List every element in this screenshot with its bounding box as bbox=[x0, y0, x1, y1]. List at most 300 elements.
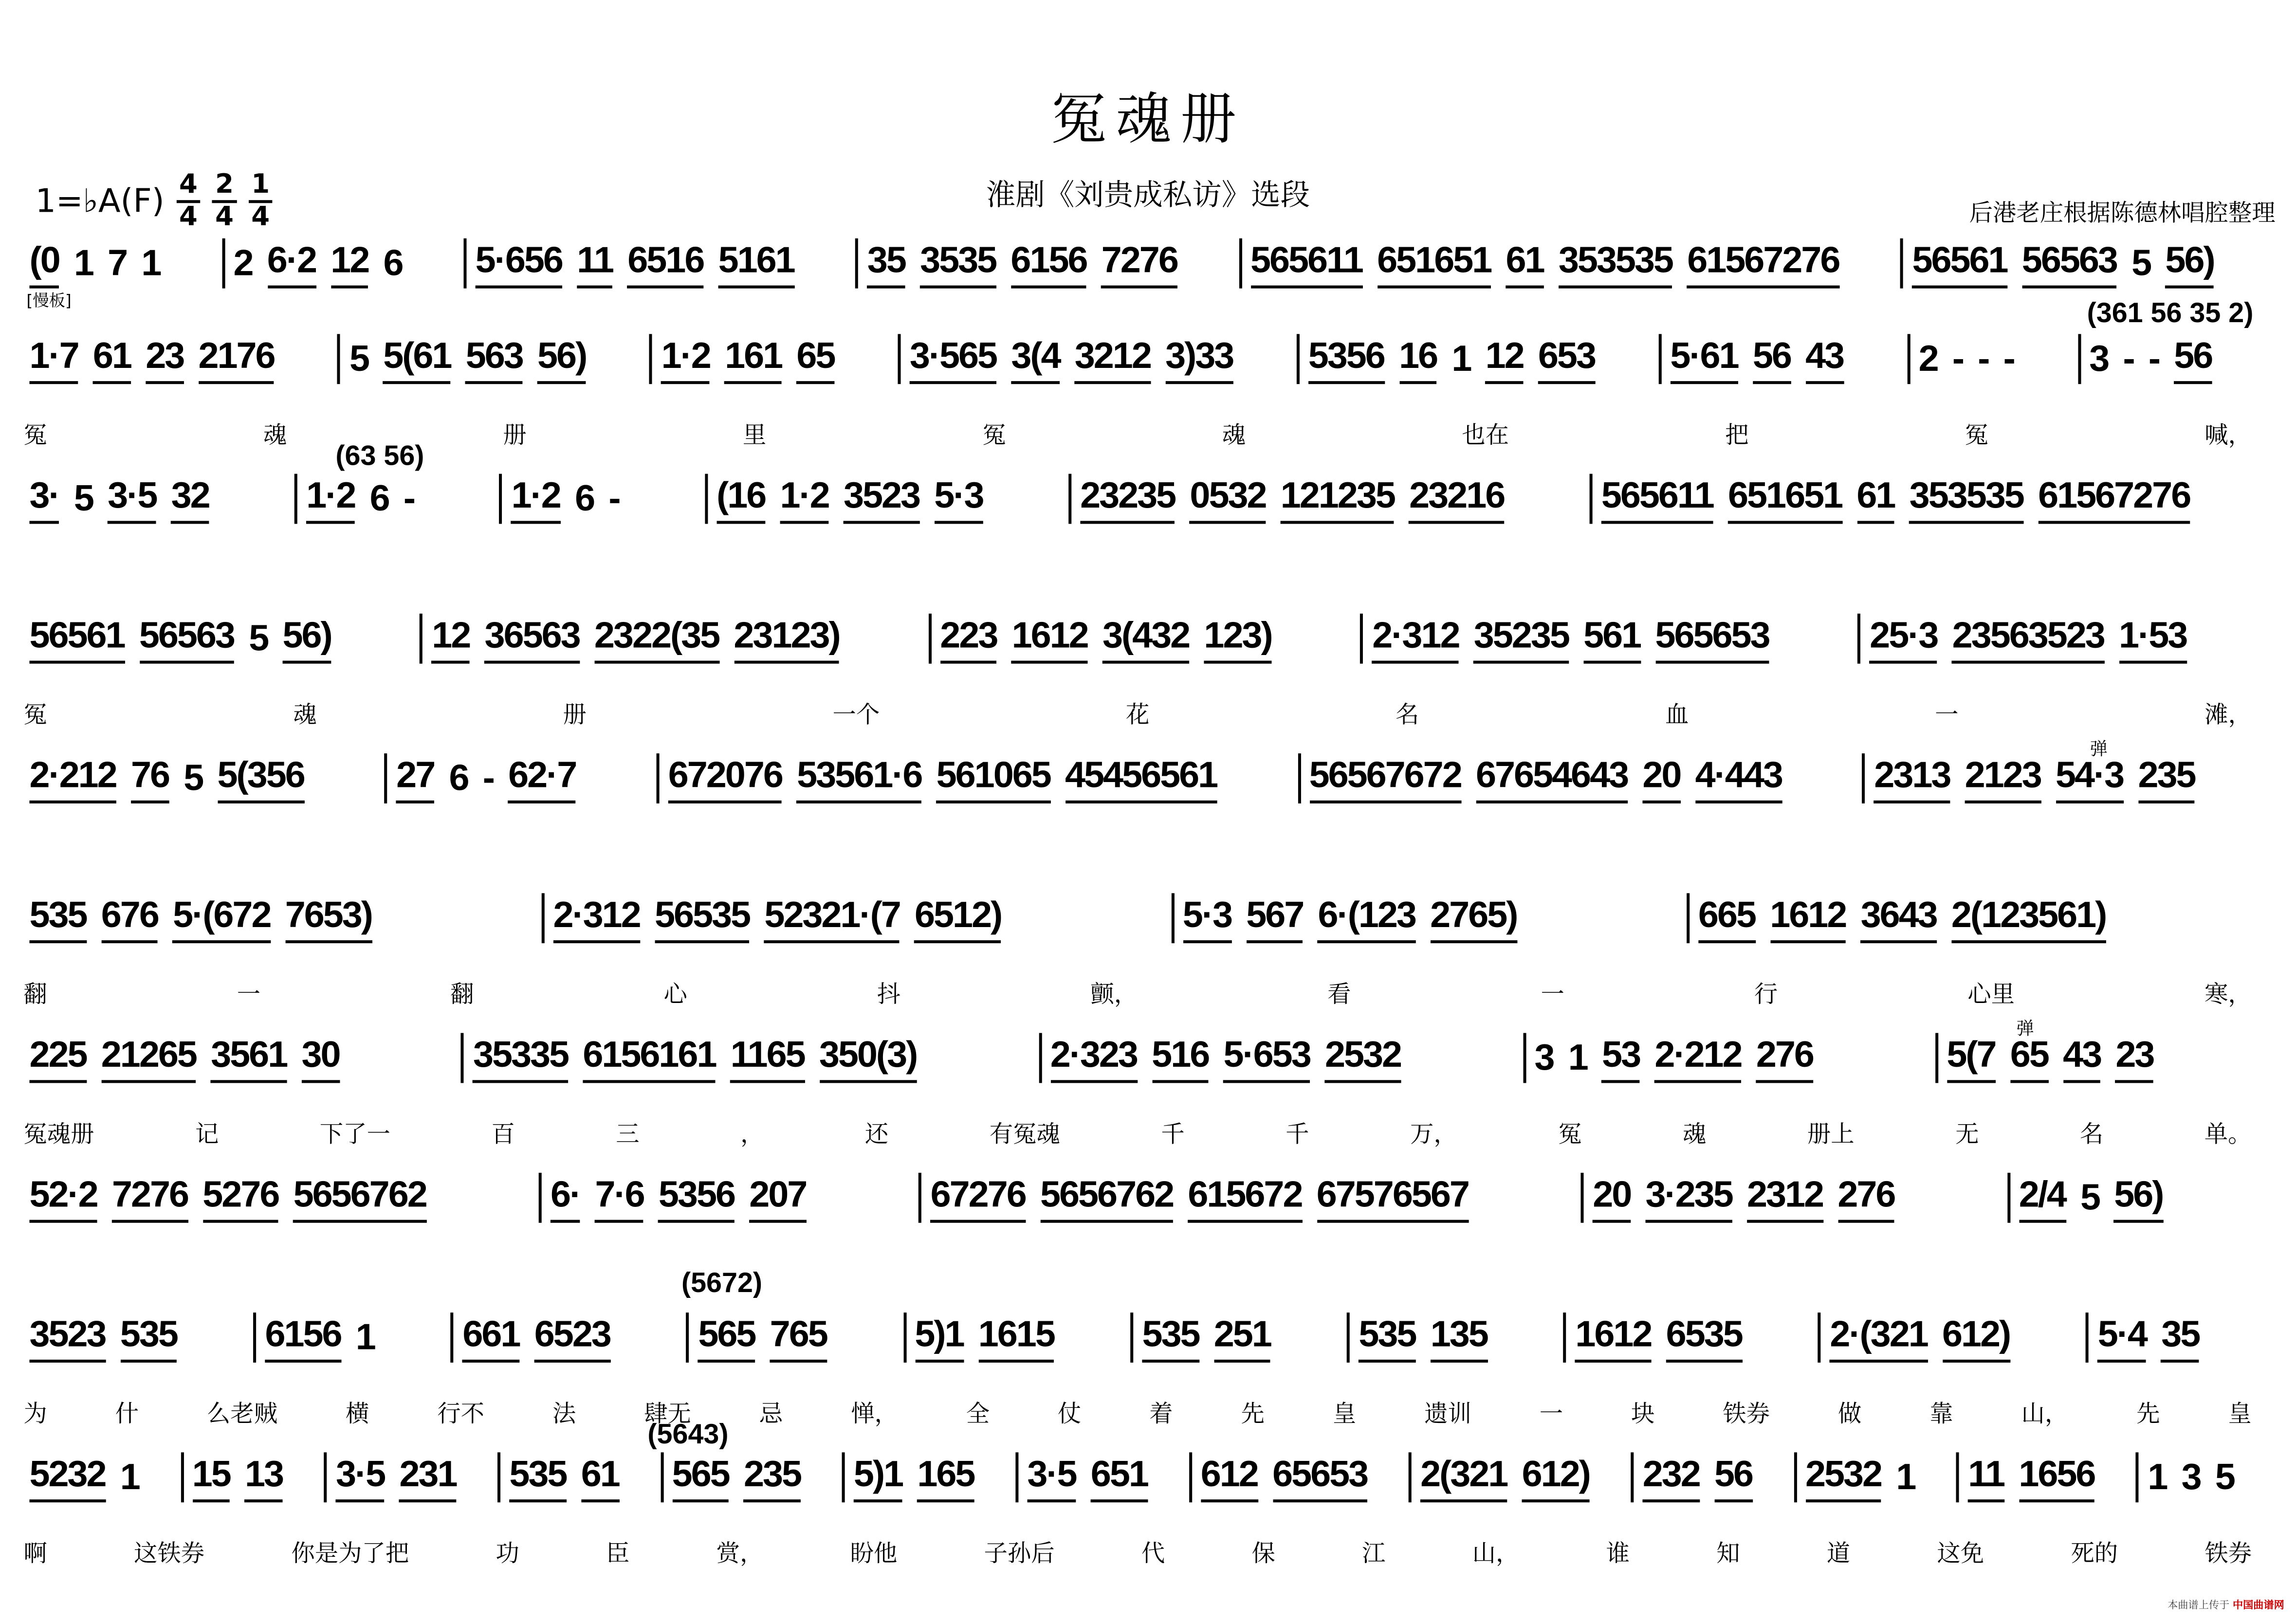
note-group: 535 bbox=[29, 894, 86, 943]
note-group: 350(3) bbox=[819, 1035, 917, 1083]
note-group: 2532 bbox=[1805, 1454, 1881, 1502]
lyric-syllable: 魂 bbox=[1222, 420, 1246, 449]
measure bbox=[1631, 1452, 1794, 1502]
note-group: 23123) bbox=[734, 615, 839, 664]
note-group: 665 bbox=[1698, 894, 1755, 943]
note-group: 6156 bbox=[1010, 240, 1086, 289]
note-group: 61567276 bbox=[2038, 475, 2190, 524]
lyric-syllable: 靠 bbox=[1929, 1399, 1953, 1427]
note-group: - bbox=[403, 478, 415, 520]
note-group: 2313 bbox=[1874, 755, 1950, 803]
lyric-syllable: 还 bbox=[864, 1120, 889, 1148]
ts-den: 4 bbox=[179, 201, 198, 233]
measure bbox=[1297, 753, 1862, 803]
measure bbox=[1347, 1312, 1563, 1363]
note-group: 1 bbox=[141, 242, 161, 284]
staff-row bbox=[20, 1310, 2275, 1363]
lyric-syllable: 铁券 bbox=[2204, 1539, 2252, 1567]
note-group: 61567276 bbox=[1687, 240, 1839, 289]
note-group: 11 bbox=[577, 240, 613, 289]
measure bbox=[221, 238, 463, 289]
note-group: 1165 bbox=[731, 1035, 805, 1083]
measure bbox=[20, 1033, 461, 1083]
note-group: 2765) bbox=[1430, 894, 1517, 943]
measure bbox=[539, 1173, 919, 1223]
measure bbox=[1900, 238, 2275, 289]
note-group: 7653) bbox=[285, 894, 372, 943]
lyric-syllable: 先 bbox=[2136, 1399, 2160, 1427]
note-group: 2(321 bbox=[1420, 1454, 1507, 1502]
measure bbox=[1794, 1452, 1956, 1502]
note-group: 2·(321 bbox=[1830, 1314, 1927, 1363]
note-group: 52321·(7 bbox=[764, 894, 900, 943]
note-group: 1 bbox=[1451, 338, 1471, 380]
lyric-syllable: 块 bbox=[1631, 1399, 1655, 1427]
note-group: 20 bbox=[1593, 1174, 1631, 1223]
lyric-syllable: 这免 bbox=[1937, 1539, 1984, 1567]
note-group: 535 bbox=[120, 1314, 177, 1363]
lyric-syllable: 无 bbox=[1955, 1120, 1979, 1148]
lyric-syllable: 全 bbox=[966, 1399, 990, 1427]
lyric-syllable: 冤 bbox=[23, 420, 47, 449]
note-group: 56) bbox=[2165, 240, 2214, 289]
note-group: 765 bbox=[770, 1314, 827, 1363]
measure bbox=[324, 1452, 497, 1502]
staff-row bbox=[20, 331, 2275, 384]
measure bbox=[2086, 1312, 2276, 1363]
note-group: 2322(35 bbox=[594, 615, 719, 664]
note-group: 2123 bbox=[1965, 755, 2041, 803]
lyric-syllable: 心里 bbox=[1967, 980, 2015, 1008]
measure bbox=[1658, 334, 1907, 384]
note-group: 56 bbox=[1753, 335, 1791, 384]
note-group: 225 bbox=[29, 1035, 86, 1083]
note-group: 3·565 bbox=[910, 335, 996, 384]
lyric-syllable: 一 bbox=[1541, 980, 1564, 1008]
lyric-syllable: 肆无 bbox=[644, 1399, 691, 1427]
measure bbox=[1581, 1173, 2007, 1223]
lyric-syllable: 保 bbox=[1251, 1539, 1275, 1567]
lyric-syllable: 翻 bbox=[23, 980, 47, 1008]
lyric-syllable: 魂 bbox=[293, 700, 317, 729]
lyrics-line bbox=[23, 976, 2252, 1010]
note-group: 6156 bbox=[265, 1314, 341, 1363]
note-group: 1 bbox=[2148, 1457, 2167, 1498]
note-group: 5161 bbox=[718, 240, 794, 289]
note-group: 276 bbox=[1837, 1174, 1894, 1223]
note-group: 661 bbox=[462, 1314, 519, 1363]
measure bbox=[499, 474, 704, 524]
lyric-syllable: 下了一 bbox=[319, 1120, 390, 1148]
note-group: 52·2 bbox=[29, 1174, 97, 1223]
note-group: - bbox=[608, 478, 620, 520]
note-group: 1·7 bbox=[29, 335, 78, 384]
note-group: 5)1 bbox=[915, 1314, 963, 1363]
note-group: 2·312 bbox=[553, 894, 640, 943]
lyric-syllable: 铁券 bbox=[1723, 1399, 1770, 1427]
lyric-syllable: 行 bbox=[1754, 980, 1778, 1008]
lyric-syllable: 血 bbox=[1665, 700, 1689, 729]
measure bbox=[1590, 474, 2276, 524]
note-group: 1·2 bbox=[661, 335, 710, 384]
arranger-credit: 后港老庄根据陈德林唱腔整理 bbox=[1969, 199, 2276, 227]
lyric-syllable: 赏， bbox=[716, 1539, 764, 1567]
note-group: 353535 bbox=[1910, 475, 2023, 524]
note-group: 2532 bbox=[1325, 1035, 1401, 1083]
note-group: 54·3 bbox=[2056, 755, 2123, 803]
note-group: - bbox=[1952, 338, 1964, 380]
note-group: 3535 bbox=[920, 240, 996, 289]
lyrics-line bbox=[23, 417, 2252, 451]
note-group: 6 bbox=[383, 242, 403, 284]
note-group: 3(4 bbox=[1011, 335, 1060, 384]
note-group: 5·3 bbox=[1183, 894, 1231, 943]
note-group: 1656 bbox=[2019, 1454, 2094, 1502]
note-group: 61 bbox=[581, 1454, 619, 1502]
note-group: 565611 bbox=[1250, 240, 1362, 289]
lyric-syllable: 忌 bbox=[759, 1399, 783, 1427]
note-group: 1 bbox=[1896, 1457, 1915, 1498]
lyric-syllable: 功 bbox=[496, 1539, 519, 1567]
lyric-syllable: 花 bbox=[1125, 700, 1150, 729]
note-group: 651651 bbox=[1728, 475, 1842, 524]
lyric-syllable: 心 bbox=[663, 980, 687, 1008]
measure bbox=[463, 238, 855, 289]
measure bbox=[660, 1452, 842, 1502]
note-group: 6156161 bbox=[583, 1035, 716, 1083]
lyric-syllable: 看 bbox=[1327, 980, 1351, 1008]
note-group: 3 bbox=[2181, 1457, 2201, 1498]
staff-row bbox=[20, 890, 2275, 943]
note-group: 3·5 bbox=[336, 1454, 385, 1502]
note-group: 21265 bbox=[101, 1035, 196, 1083]
measure bbox=[1068, 474, 1590, 524]
note-group: 232 bbox=[1643, 1454, 1700, 1502]
lyric-syllable: 翻 bbox=[450, 980, 474, 1008]
measure bbox=[541, 893, 1171, 943]
note-group: 535 bbox=[509, 1454, 566, 1502]
note-group: 5·(672 bbox=[173, 894, 270, 943]
note-group: 5 bbox=[2131, 242, 2151, 284]
note-group: 56 bbox=[2174, 335, 2212, 384]
note-group: 3523 bbox=[844, 475, 919, 524]
lyric-syllable: ， bbox=[740, 1120, 764, 1148]
ts-num: 2 bbox=[212, 171, 237, 203]
note-group: 56) bbox=[2114, 1174, 2163, 1223]
lyric-syllable: 死的 bbox=[2071, 1539, 2118, 1567]
measure bbox=[497, 1452, 660, 1502]
note-group: 135 bbox=[1431, 1314, 1488, 1363]
note-group: 53561·6 bbox=[797, 755, 921, 803]
measure bbox=[1523, 1033, 1935, 1083]
footer bbox=[2167, 1598, 2284, 1613]
note-group: 7276 bbox=[1102, 240, 1177, 289]
lyric-syllable: 魂 bbox=[1683, 1120, 1707, 1148]
note-group: 13 bbox=[245, 1454, 283, 1502]
note-group: 7·6 bbox=[595, 1174, 643, 1223]
note-group: 35335 bbox=[473, 1035, 568, 1083]
note-group: 565 bbox=[698, 1314, 755, 1363]
note-group: 1 bbox=[120, 1457, 139, 1498]
lyric-syllable: 万， bbox=[1410, 1120, 1457, 1148]
lyric-syllable: 为 bbox=[23, 1399, 47, 1427]
note-group: 231 bbox=[399, 1454, 456, 1502]
measure bbox=[338, 334, 650, 384]
lyric-syllable: 单。 bbox=[2204, 1120, 2252, 1148]
measure bbox=[420, 614, 928, 664]
note-group: 123) bbox=[1204, 615, 1271, 664]
lyric-syllable: 先 bbox=[1241, 1399, 1265, 1427]
footer-text: 本曲谱上传于 bbox=[2167, 1599, 2230, 1611]
lyric-syllable: 百 bbox=[491, 1120, 515, 1148]
note-group: 3· bbox=[29, 475, 59, 524]
lyric-syllable: 千 bbox=[1286, 1120, 1309, 1148]
note-group: 612) bbox=[1522, 1454, 1590, 1502]
note-group: 5276 bbox=[202, 1174, 278, 1223]
annotation: (63 56) bbox=[335, 441, 424, 473]
note-group: 4·443 bbox=[1695, 755, 1782, 803]
note-group: 0532 bbox=[1190, 475, 1266, 524]
measure bbox=[1171, 893, 1687, 943]
note-group: 2·312 bbox=[1372, 615, 1459, 664]
lyrics-line bbox=[23, 696, 2252, 730]
note-group: 3212 bbox=[1075, 335, 1151, 384]
note-group: 56) bbox=[537, 335, 586, 384]
lyrics-line bbox=[23, 1395, 2252, 1429]
lyric-syllable: 一 bbox=[1935, 700, 1959, 729]
measure bbox=[1956, 1452, 2136, 1502]
note-group: 235 bbox=[744, 1454, 801, 1502]
note-group: 567 bbox=[1246, 894, 1303, 943]
note-group: 36563 bbox=[485, 615, 580, 664]
note-group: 121235 bbox=[1281, 475, 1395, 524]
measure bbox=[294, 474, 499, 524]
lyric-syllable: 着 bbox=[1149, 1399, 1173, 1427]
staff-row bbox=[20, 1449, 2275, 1502]
note-group: 20 bbox=[1642, 755, 1680, 803]
note-group: 5356 bbox=[1308, 335, 1384, 384]
lyric-syllable: 冤 bbox=[1558, 1120, 1582, 1148]
note-group: 76 bbox=[131, 755, 169, 803]
ts-den: 4 bbox=[215, 201, 234, 233]
annotation: 弹 bbox=[2090, 738, 2108, 760]
note-group: 1 bbox=[355, 1317, 375, 1358]
note-group: 43 bbox=[2063, 1035, 2101, 1083]
lyric-syllable: 知 bbox=[1716, 1539, 1740, 1567]
measure bbox=[1189, 1452, 1409, 1502]
tempo-marking: [慢板] bbox=[26, 291, 72, 311]
note-group: 612) bbox=[1942, 1314, 2010, 1363]
measure bbox=[20, 1452, 180, 1502]
note-group: 1615 bbox=[978, 1314, 1054, 1363]
note-group: 6512) bbox=[915, 894, 1001, 943]
note-group: 6523 bbox=[534, 1314, 610, 1363]
lyrics-line bbox=[23, 1115, 2252, 1149]
note-group: 56567672 bbox=[1309, 755, 1461, 803]
lyric-syllable: 遗训 bbox=[1424, 1399, 1471, 1427]
note-group: 53 bbox=[1602, 1035, 1640, 1083]
measure bbox=[1687, 893, 2276, 943]
staff-row bbox=[20, 750, 2275, 803]
note-group: 353535 bbox=[1559, 240, 1672, 289]
note-group: 5 bbox=[2080, 1177, 2100, 1219]
lyric-syllable: 有冤魂 bbox=[989, 1120, 1060, 1148]
measure bbox=[385, 753, 657, 803]
score-subtitle: 淮剧《刘贵成私访》选段 bbox=[986, 176, 1310, 212]
note-group: - bbox=[2003, 338, 2014, 380]
lyric-syllable: 皇 bbox=[2228, 1399, 2252, 1427]
note-group: 516 bbox=[1152, 1035, 1209, 1083]
note-group: 2·212 bbox=[1654, 1035, 1741, 1083]
note-group: 5 bbox=[184, 758, 203, 799]
lyric-syllable: 颤， bbox=[1090, 980, 1138, 1008]
note-group: 5(61 bbox=[383, 335, 451, 384]
note-group: 56561 bbox=[1912, 240, 2007, 289]
note-group: 12 bbox=[432, 615, 470, 664]
note-group: 7 bbox=[108, 242, 127, 284]
lyric-syllable: 喊， bbox=[2204, 420, 2252, 449]
note-group: 2312 bbox=[1747, 1174, 1823, 1223]
annotation: (5643) bbox=[647, 1420, 729, 1451]
note-group: 56561 bbox=[29, 615, 124, 664]
note-group: 6535 bbox=[1666, 1314, 1742, 1363]
note-group: 2·212 bbox=[29, 755, 116, 803]
measure bbox=[20, 1173, 539, 1223]
note-group: 61 bbox=[1856, 475, 1894, 524]
note-group: 565611 bbox=[1601, 475, 1713, 524]
lyric-syllable: 道 bbox=[1826, 1539, 1851, 1567]
note-group: 23216 bbox=[1409, 475, 1504, 524]
lyric-syllable: 记 bbox=[195, 1120, 219, 1148]
note-group: 5232 bbox=[29, 1454, 105, 1502]
note-group: 535 bbox=[1142, 1314, 1199, 1363]
note-group: 56 bbox=[1714, 1454, 1752, 1502]
ts-den: 4 bbox=[251, 201, 270, 233]
lyric-syllable: 冤 bbox=[23, 700, 47, 729]
note-group: 2176 bbox=[198, 335, 274, 384]
note-group: 65653 bbox=[1272, 1454, 1367, 1502]
note-group: 3 bbox=[2089, 338, 2109, 380]
measure bbox=[903, 1312, 1130, 1363]
note-group: 5 bbox=[2215, 1457, 2234, 1498]
note-group: 676 bbox=[101, 894, 158, 943]
note-group: 61 bbox=[1506, 240, 1544, 289]
note-group: 56563 bbox=[2022, 240, 2117, 289]
lyric-syllable: 惮， bbox=[851, 1399, 898, 1427]
note-group: 2 bbox=[1918, 338, 1938, 380]
lyric-syllable: 滩， bbox=[2204, 700, 2252, 729]
note-group: 6 bbox=[449, 758, 468, 799]
lyric-syllable: 盼他 bbox=[850, 1539, 898, 1567]
lyrics-line bbox=[23, 1535, 2252, 1569]
note-group: 612 bbox=[1201, 1454, 1258, 1502]
note-group: 5·653 bbox=[1223, 1035, 1310, 1083]
note-group: 653 bbox=[1538, 335, 1595, 384]
lyric-syllable: 做 bbox=[1837, 1399, 1862, 1427]
note-group: 16 bbox=[1399, 335, 1437, 384]
measure bbox=[1907, 334, 2077, 384]
note-group: 1612 bbox=[1012, 615, 1088, 664]
note-group: 23563523 bbox=[1952, 615, 2104, 664]
note-group: 25·3 bbox=[1870, 615, 1937, 664]
note-group: 3 bbox=[1534, 1037, 1554, 1079]
measure bbox=[918, 1173, 1581, 1223]
score-title: 冤魂册 bbox=[1050, 87, 1246, 152]
measure bbox=[1858, 614, 2276, 664]
measure bbox=[1130, 1312, 1347, 1363]
measure bbox=[1239, 238, 1900, 289]
measure bbox=[1297, 334, 1659, 384]
note-group: 5·61 bbox=[1670, 335, 1738, 384]
measure bbox=[1862, 753, 2276, 803]
measure bbox=[253, 1312, 451, 1363]
note-group: 251 bbox=[1214, 1314, 1271, 1363]
lyric-syllable: 冤 bbox=[1965, 420, 1989, 449]
note-group: - bbox=[1978, 338, 1989, 380]
note-group: 561 bbox=[1583, 615, 1640, 664]
lyric-syllable: 寒， bbox=[2204, 980, 2252, 1008]
note-group: 61 bbox=[93, 335, 131, 384]
note-group: 2 bbox=[233, 242, 253, 284]
annotation: (361 56 35 2) bbox=[2087, 298, 2254, 330]
lyric-syllable: 法 bbox=[552, 1399, 576, 1427]
note-group: 3·235 bbox=[1645, 1174, 1732, 1223]
measure bbox=[1015, 1452, 1189, 1502]
note-group: 5·656 bbox=[476, 240, 562, 289]
note-group: 2/4 bbox=[2019, 1174, 2066, 1223]
measure bbox=[898, 334, 1297, 384]
measure bbox=[461, 1033, 1039, 1083]
lyric-syllable: 三 bbox=[616, 1120, 640, 1148]
annotation: 弹 bbox=[2016, 1018, 2034, 1039]
note-group: 62·7 bbox=[508, 755, 576, 803]
note-group: 1·2 bbox=[512, 475, 560, 524]
note-group: 6 bbox=[369, 478, 389, 520]
measure bbox=[2136, 1452, 2275, 1502]
note-group: 651 bbox=[1091, 1454, 1148, 1502]
lyric-syllable: 千 bbox=[1161, 1120, 1185, 1148]
note-group: 12 bbox=[331, 240, 368, 289]
lyric-syllable: 魂 bbox=[263, 420, 287, 449]
measure bbox=[2007, 1173, 2276, 1223]
measure bbox=[20, 238, 221, 289]
note-group: 23 bbox=[2115, 1035, 2153, 1083]
note-group: 12 bbox=[1486, 335, 1524, 384]
lyric-syllable: 里 bbox=[742, 420, 767, 449]
note-group: - bbox=[482, 758, 494, 799]
note-group: 1 bbox=[73, 242, 93, 284]
note-group: 5·4 bbox=[2098, 1314, 2147, 1363]
note-group: 6·2 bbox=[267, 240, 316, 289]
note-group: 235 bbox=[2138, 755, 2195, 803]
lyric-syllable: 啊 bbox=[23, 1539, 47, 1567]
lyric-syllable: 一个 bbox=[832, 700, 880, 729]
staff-row bbox=[20, 1030, 2275, 1083]
lyric-syllable: 什 bbox=[115, 1399, 139, 1427]
note-group: 35 bbox=[2161, 1314, 2199, 1363]
lyric-syllable: 你是为了把 bbox=[291, 1539, 409, 1567]
measure bbox=[686, 1312, 903, 1363]
lyric-syllable: 抖 bbox=[877, 980, 901, 1008]
staff-row bbox=[20, 471, 2275, 524]
note-group: 5 bbox=[73, 478, 93, 520]
note-group: 1·2 bbox=[306, 475, 355, 524]
note-group: 1·2 bbox=[780, 475, 829, 524]
note-group: 56563 bbox=[139, 615, 234, 664]
note-group: 565653 bbox=[1655, 615, 1769, 664]
note-group: 15 bbox=[192, 1454, 230, 1502]
note-group: 3523 bbox=[29, 1314, 105, 1363]
